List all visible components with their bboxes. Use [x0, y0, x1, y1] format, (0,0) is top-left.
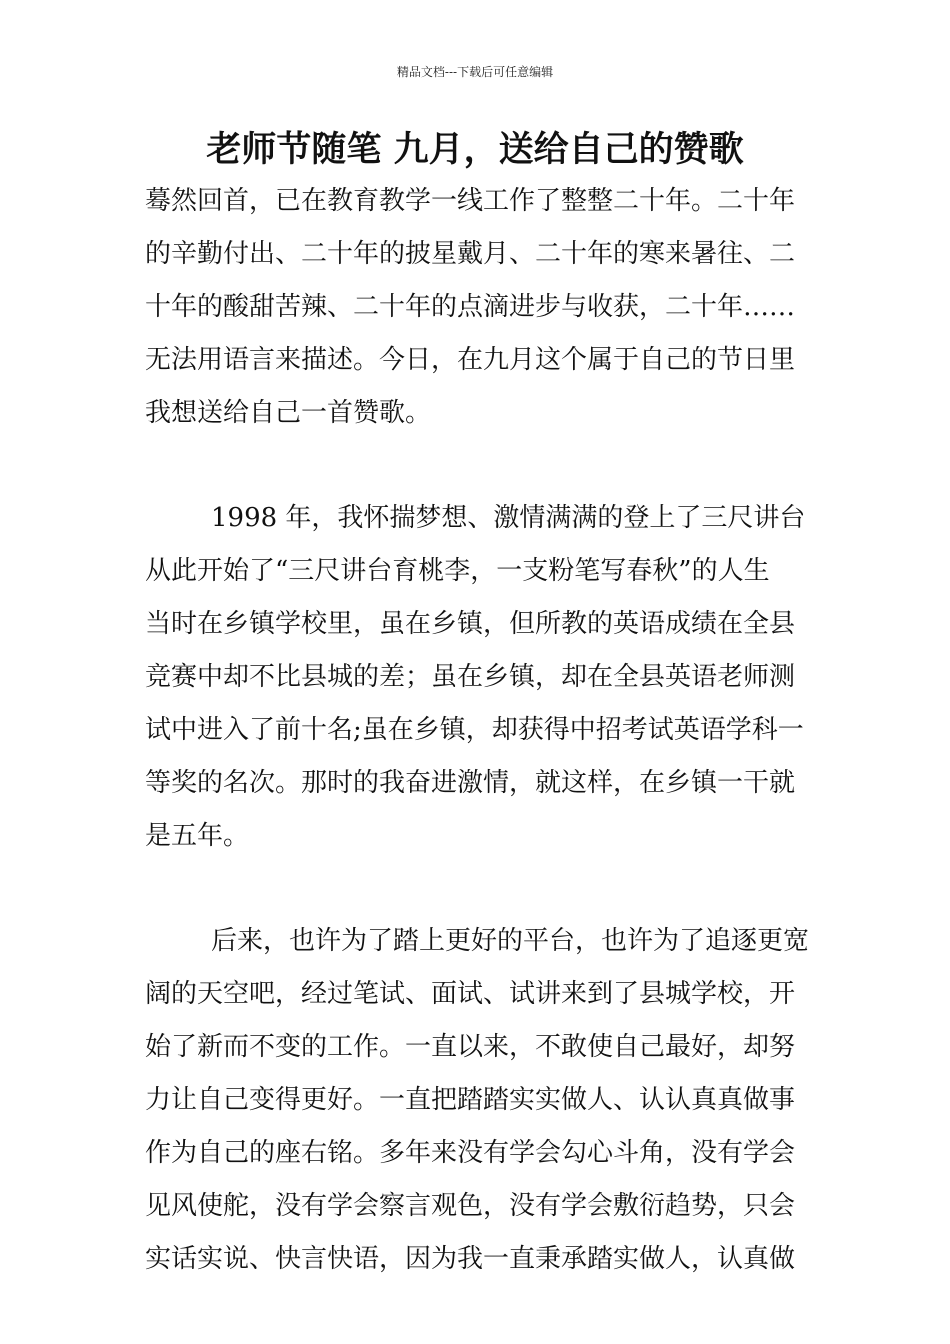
- paragraph-line: 当时在乡镇学校里，虽在乡镇，但所教的英语成绩在全县: [145, 609, 796, 639]
- paragraph-line: 始了新而不变的工作。一直以来，不敢使自己最好，却努: [145, 1032, 796, 1062]
- document-body: [145, 175, 810, 1286]
- paragraph-line: 后来，也许为了踏上更好的平台，也许为了追逐更宽: [211, 926, 810, 956]
- paragraph-line: 我想送给自己一首赞歌。: [145, 398, 432, 428]
- paragraph-line: 竞赛中却不比县城的差；虽在乡镇，却在全县英语老师测: [145, 662, 796, 692]
- paragraph-line: 见风使舵，没有学会察言观色，没有学会敷衍趋势，只会: [145, 1191, 796, 1221]
- paragraph-line: 蓦然回首，已在教育教学一线工作了整整二十年。二十年: [145, 186, 796, 216]
- paragraph-line: 的辛勤付出、二十年的披星戴月、二十年的寒来暑往、二: [145, 239, 796, 269]
- paragraph-line: 无法用语言来描述。今日，在九月这个属于自己的节日里: [145, 345, 796, 375]
- paragraph-line: 阔的天空吧，经过笔试、面试、试讲来到了县城学校，开: [145, 979, 796, 1009]
- page-title: 老师节随笔 九月，送给自己的赞歌: [206, 130, 744, 170]
- paragraph-line: 十年的酸甜苦辣、二十年的点滴进步与收获，二十年……: [145, 292, 796, 322]
- paragraph-line: 试中进入了前十名;虽在乡镇，却获得中招考试英语学科一: [145, 715, 804, 745]
- paragraph-line: 作为自己的座右铭。多年来没有学会勾心斗角，没有学会: [145, 1138, 796, 1168]
- paragraph-line: 从此开始了“三尺讲台育桃李，一支粉笔写春秋”的人生: [145, 556, 770, 586]
- paragraph-line: 实话实说、快言快语，因为我一直秉承踏实做人，认真做: [145, 1244, 796, 1274]
- paragraph-spacer: [145, 863, 810, 915]
- paragraph-line: 等奖的名次。那时的我奋进激情，就这样，在乡镇一干就: [145, 768, 796, 798]
- paragraph-line: 力让自己变得更好。一直把踏踏实实做人、认认真真做事: [145, 1085, 796, 1115]
- header-note: 精品文档---下载后可任意编辑: [396, 65, 554, 79]
- paragraph-spacer: [145, 440, 810, 492]
- paragraph-2: [145, 492, 810, 863]
- paragraph-1: [145, 175, 810, 440]
- paragraph-line: 1998 年，我怀揣梦想、激情满满的登上了三尺讲台: [211, 503, 806, 533]
- paragraph-3: [145, 915, 810, 1286]
- paragraph-line: 是五年。: [145, 821, 250, 851]
